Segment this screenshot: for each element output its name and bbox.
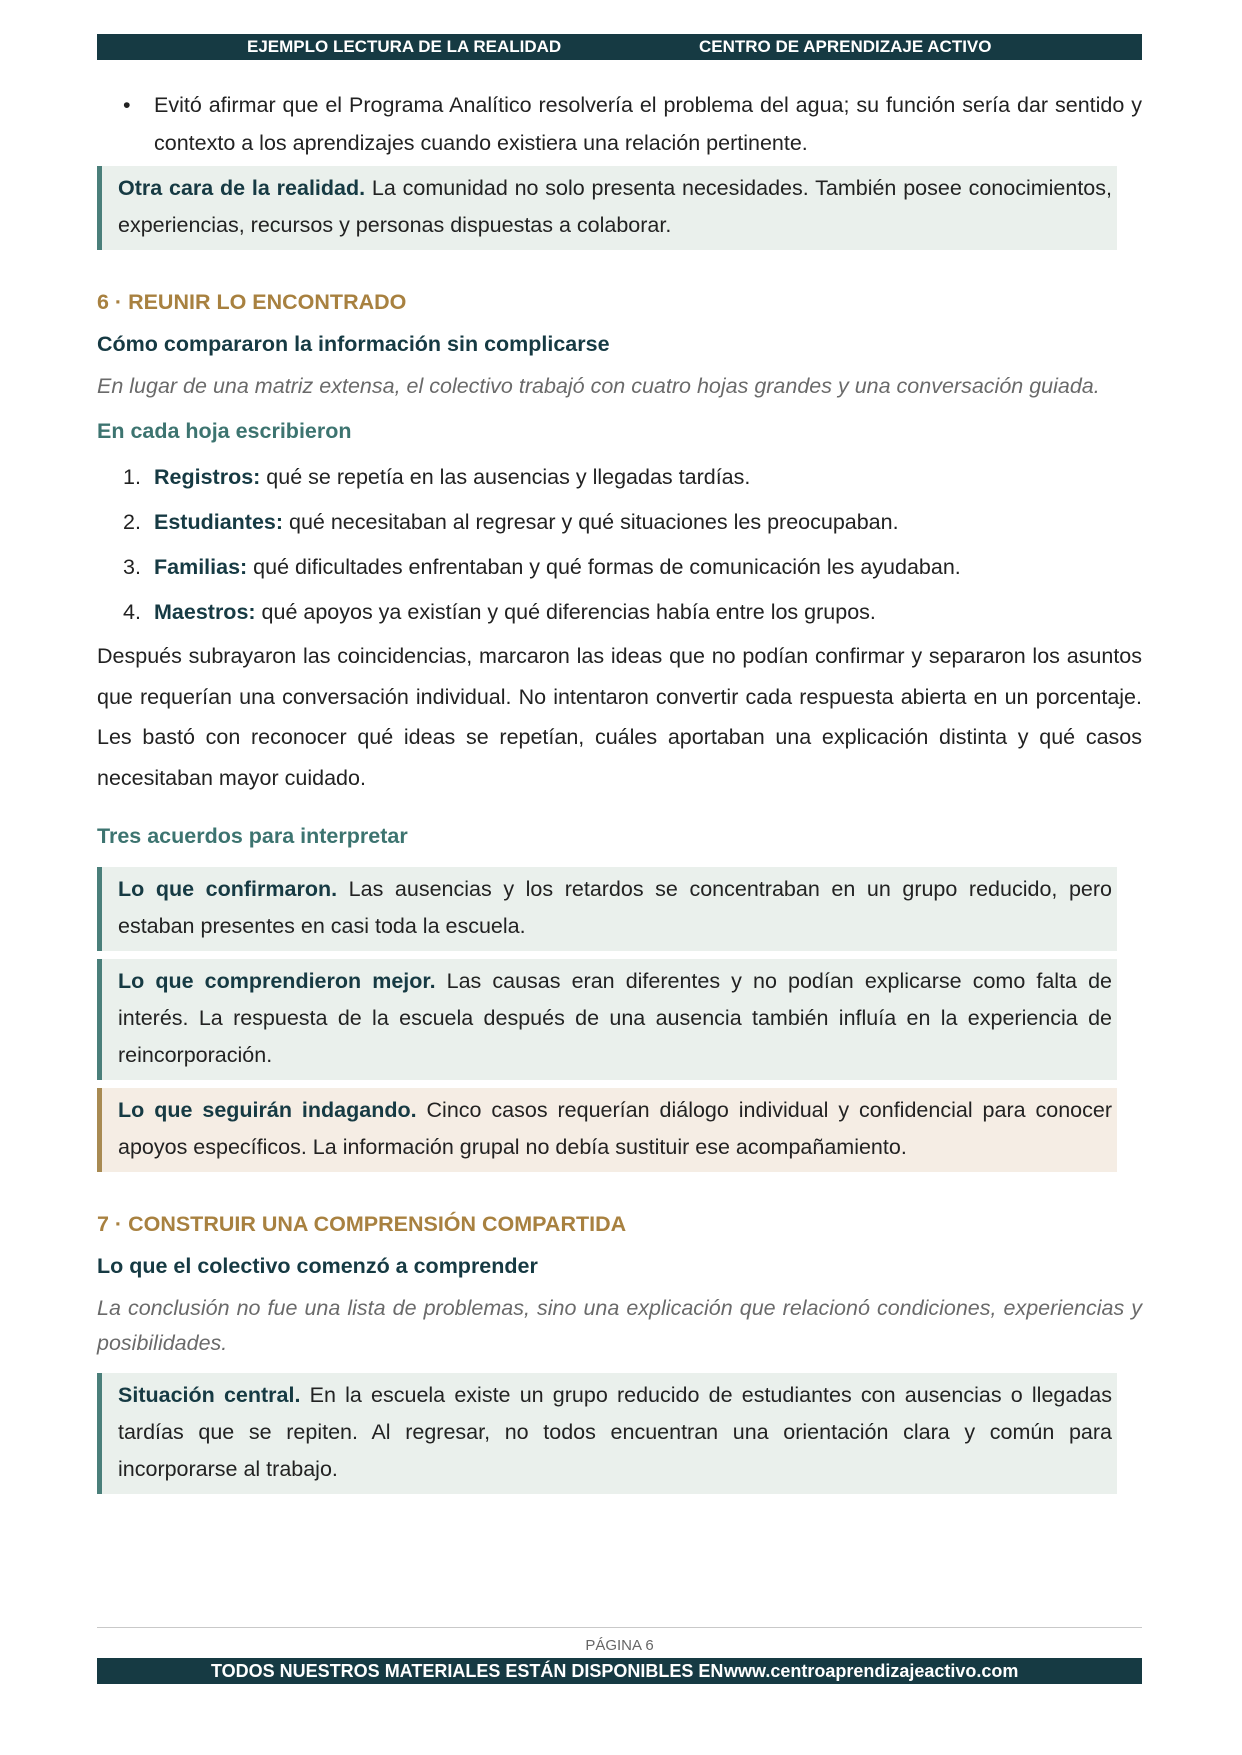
section-7-intro: La conclusión no fue una lista de problemas, sino una explicación que relacionó condiciones, experiencias y posibilidades.	[97, 1296, 1142, 1355]
section-6-intro: En lugar de una matriz extensa, el colectivo trabajó con cuatro hojas grandes y una conversación guiada.	[97, 374, 1100, 398]
callout-text: Las causas eran diferentes y no podían explicarse como falta de interés. La respuesta de la escuela después de una ausencia también influía en la experiencia de reincorporación.	[118, 969, 1112, 1067]
header-left-title: EJEMPLO LECTURA DE LA REALIDAD	[247, 37, 562, 56]
bullet-dot: •	[123, 93, 131, 117]
section-7-title: 7 · CONSTRUIR UNA COMPRENSIÓN COMPARTIDA	[97, 1212, 627, 1236]
page-number: PÁGINA 6	[585, 1637, 654, 1654]
footer-bar	[97, 1658, 1142, 1684]
section-6-subtitle: Cómo compararon la información sin complicarse	[97, 332, 610, 356]
list-text: qué necesitaban al regresar y qué situaciones les preocupaban.	[283, 510, 899, 534]
callout-label: Lo que comprendieron mejor.	[118, 969, 436, 993]
list-item	[97, 462, 1142, 492]
list-text: qué dificultades enfrentaban y qué formas de comunicación les ayudaban.	[247, 555, 961, 579]
list-item	[97, 552, 1142, 582]
callout-text: La comunidad no solo presenta necesidades. También posee conocimientos, experiencias, recursos y personas dispuestas a colaborar.	[118, 176, 1112, 237]
callout-understood	[97, 959, 1117, 1080]
list-label: Estudiantes:	[154, 510, 284, 534]
list-label: Maestros:	[154, 600, 256, 624]
list-text: qué apoyos ya existían y qué diferencias había entre los grupos.	[255, 600, 876, 624]
list-number: 3.	[123, 555, 141, 579]
callout-label: Lo que seguirán indagando.	[118, 1098, 417, 1122]
bullet-text: Evitó afirmar que el Programa Analítico resolvería el problema del agua; su función sería dar sentido y contexto a los aprendizajes cuando existiera una relación pertinente.	[154, 93, 1142, 155]
callout-text: En la escuela existe un grupo reducido de estudiantes con ausencias o llegadas tardías que se repiten. Al regresar, no todos encuentran una orientación clara y común para incorporarse al trabajo.	[118, 1383, 1112, 1481]
page-content	[97, 80, 1142, 1494]
callout-central-situation	[97, 1373, 1117, 1494]
section-6-paragraph: Después subrayaron las coincidencias, marcaron las ideas que no podían confirmar y separaron los asuntos que requerían una conversación individual. No intentaron convertir cada respuesta abierta en un porcentaje. Les bastó con reconocer qué ideas se repetían, cuáles aportaban una explicación distinta y qué casos necesitaban mayor cuidado.	[97, 644, 1142, 790]
callout-label: Lo que confirmaron.	[118, 877, 338, 901]
list-number: 4.	[123, 600, 141, 624]
callout-label: Otra cara de la realidad.	[118, 176, 366, 200]
callout-follow-up	[97, 1088, 1117, 1172]
section-6-title: 6 · REUNIR LO ENCONTRADO	[97, 290, 407, 314]
callout-text: Cinco casos requerían diálogo individual y confidencial para conocer apoyos específicos. La información grupal no debía sustituir ese acompañamiento.	[118, 1098, 1112, 1159]
callout-otra-cara	[97, 166, 1117, 250]
list-number: 1.	[123, 465, 141, 489]
callout-text: Las ausencias y los retardos se concentraban en un grupo reducido, pero estaban presentes en casi toda la escuela.	[118, 877, 1113, 938]
bullet-item	[97, 86, 1142, 162]
list-number: 2.	[123, 510, 141, 534]
header-right-title: CENTRO DE APRENDIZAJE ACTIVO	[699, 37, 992, 56]
list-label: Familias:	[154, 555, 248, 579]
list-heading: En cada hoja escribieron	[97, 419, 352, 443]
agreements-heading: Tres acuerdos para interpretar	[97, 824, 408, 848]
list-label: Registros:	[154, 465, 261, 489]
sheet-list	[97, 462, 1142, 627]
footer-left-text: TODOS NUESTROS MATERIALES ESTÁN DISPONIBLES EN	[211, 1661, 724, 1681]
header-bar	[97, 34, 1142, 60]
callout-confirmed	[97, 867, 1117, 951]
list-text: qué se repetía en las ausencias y llegadas tardías.	[260, 465, 751, 489]
footer-divider	[97, 1627, 1142, 1628]
section-7-subtitle: Lo que el colectivo comenzó a comprender	[97, 1254, 538, 1278]
callout-label: Situación central.	[118, 1383, 301, 1407]
list-item	[97, 597, 1142, 627]
footer-website-link[interactable]: www.centroaprendizajeactivo.com	[724, 1661, 1019, 1681]
list-item	[97, 507, 1142, 537]
